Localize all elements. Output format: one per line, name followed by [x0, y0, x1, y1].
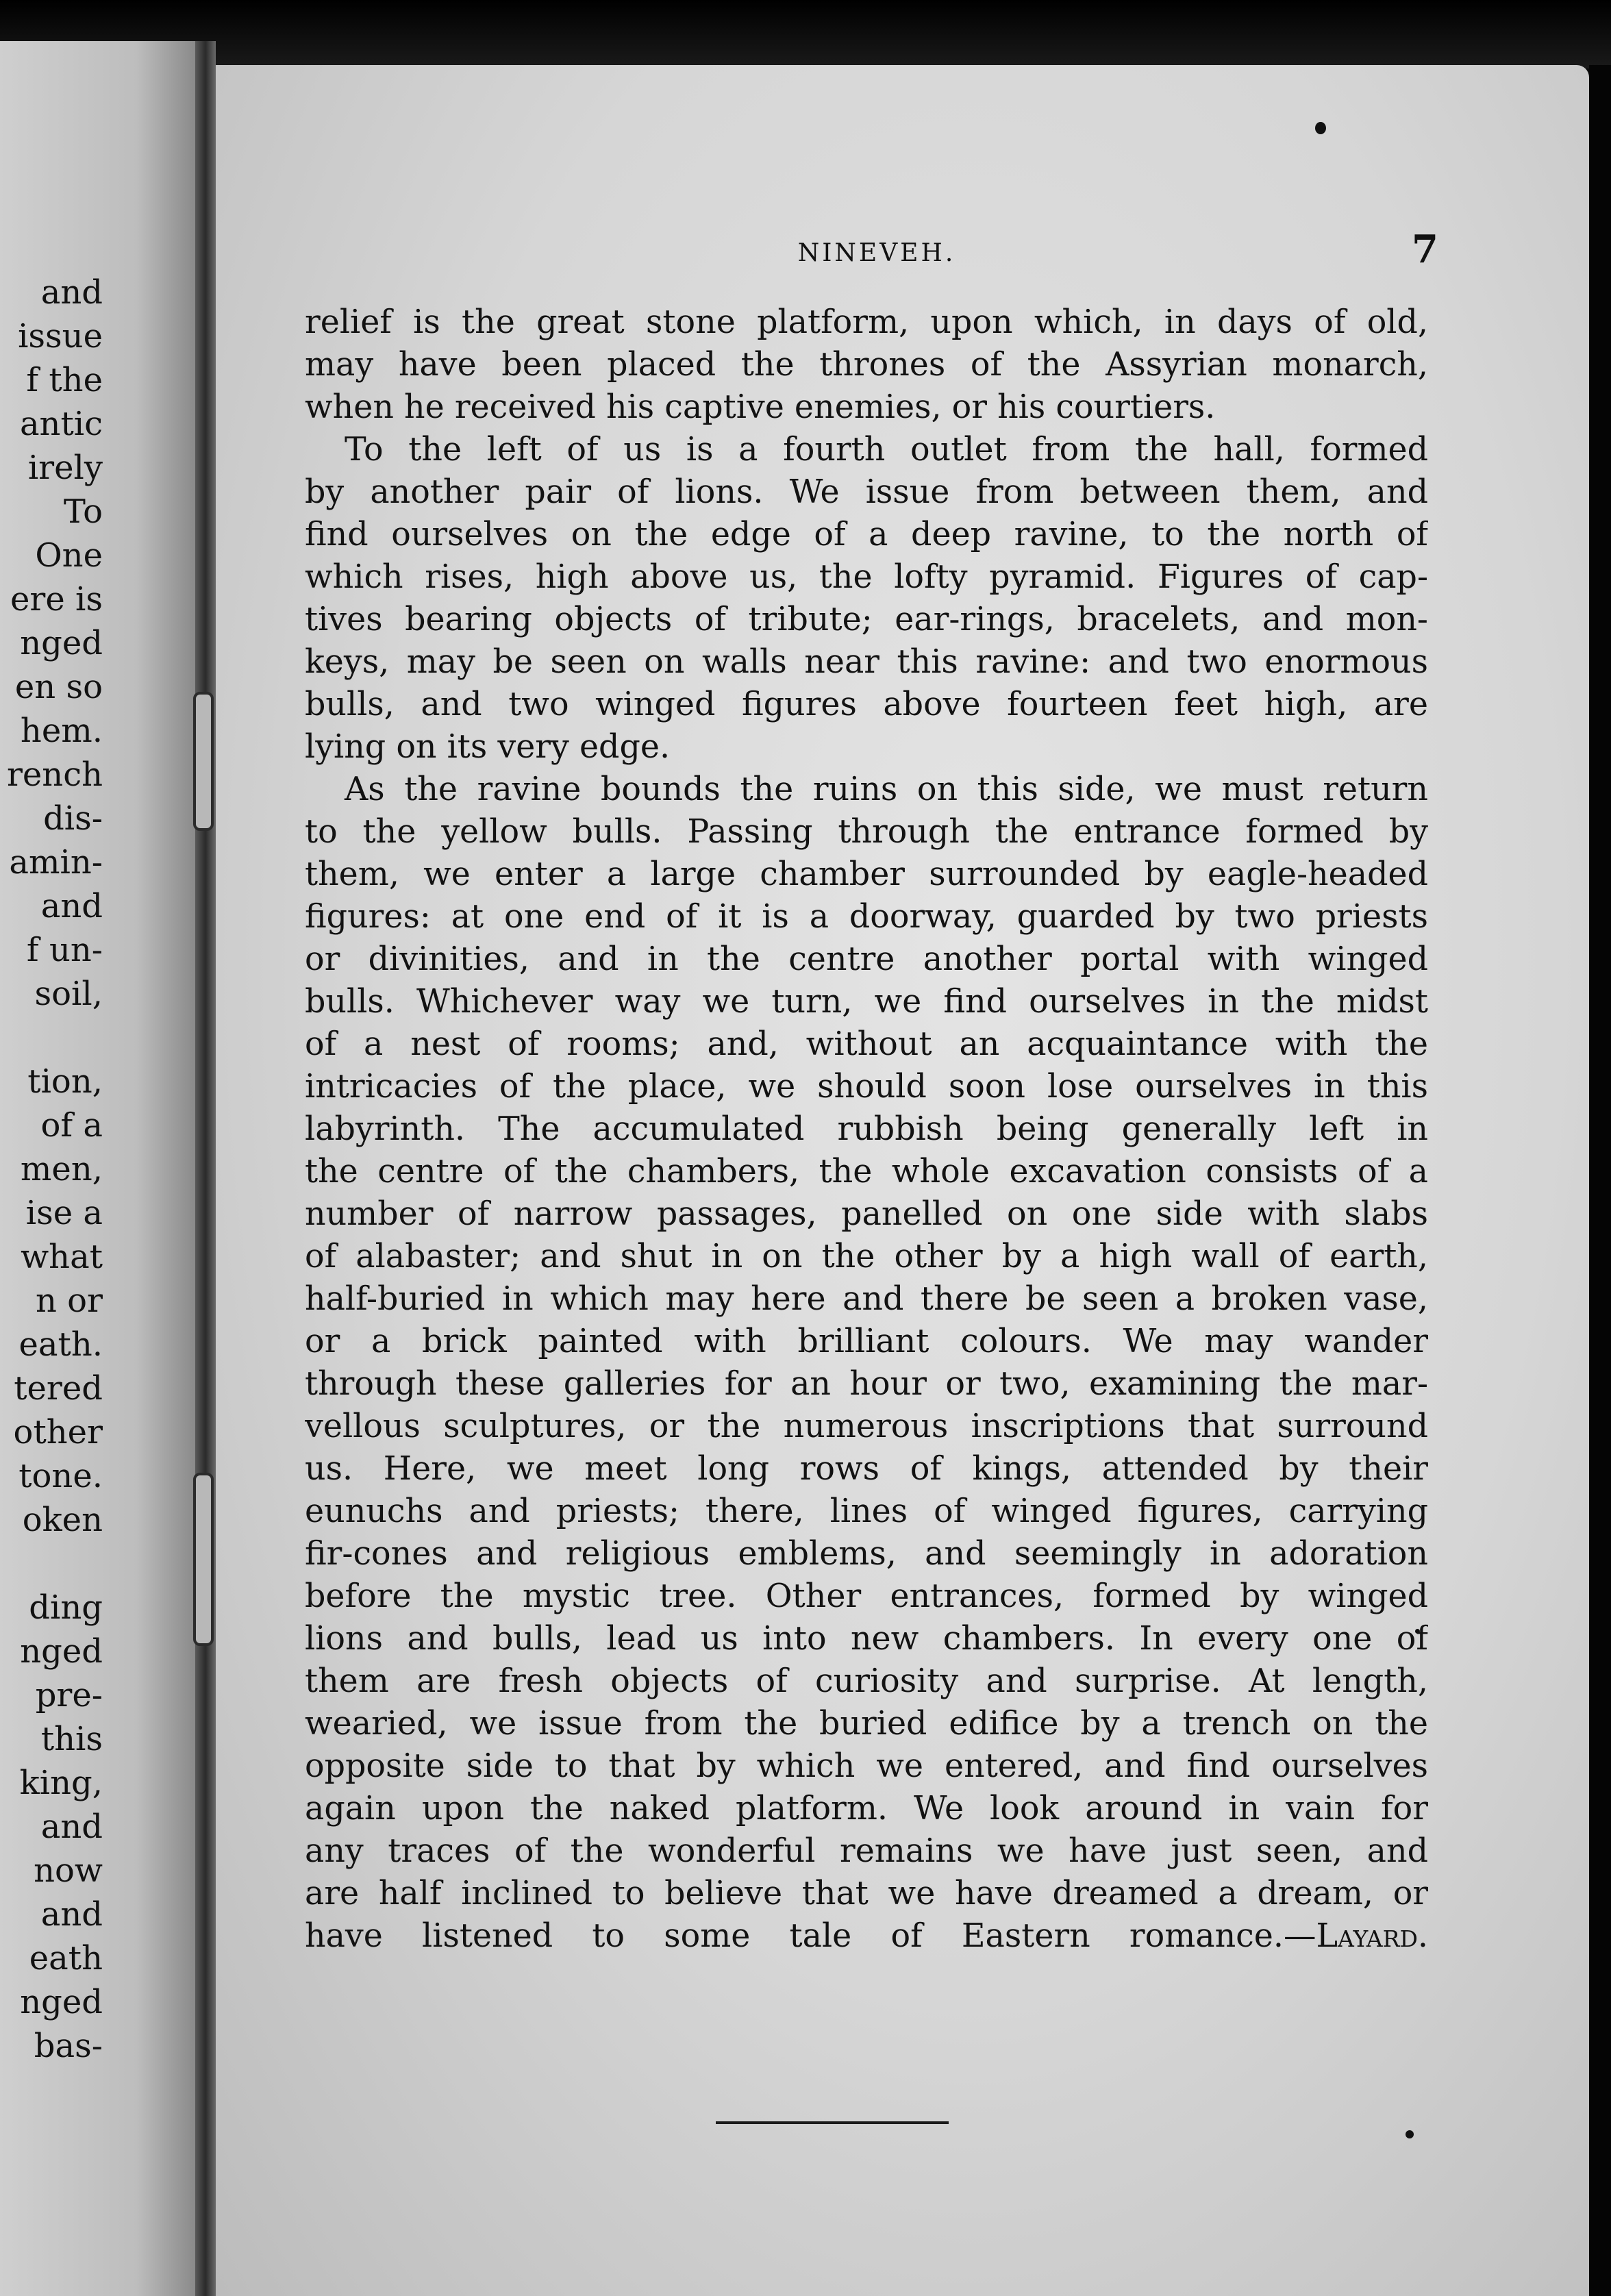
- left-fragment-line: irely: [27, 449, 103, 487]
- text-line: lying on its very edge.: [305, 728, 671, 766]
- left-fragment-line: oken: [22, 1501, 103, 1539]
- left-fragment-line: nged: [20, 1632, 103, 1671]
- scan-top-border: [0, 0, 1611, 68]
- text-line: bulls, and two winged figures above fourteen feet high, are: [305, 686, 1428, 723]
- ink-speck: [1406, 2130, 1414, 2138]
- page-number: 7: [1412, 227, 1438, 272]
- left-fragment-line: eath.: [18, 1325, 103, 1364]
- left-fragment-line: To: [63, 492, 103, 531]
- text-line: figures: at one end of it is a doorway, guarded by two priests: [305, 898, 1428, 936]
- left-fragment-line: dis-: [43, 799, 103, 838]
- left-fragment-line: this: [40, 1720, 103, 1758]
- left-fragment-line: hem.: [20, 712, 103, 750]
- left-fragment-line: pre-: [35, 1676, 103, 1714]
- text-line: relief is the great stone platform, upon which, in days of old,: [305, 303, 1428, 341]
- text-line: or a brick painted with brilliant colours. We may wander: [305, 1323, 1428, 1360]
- left-fragment-line: tered: [14, 1369, 103, 1408]
- section-rule: [716, 2121, 949, 2124]
- left-fragment-line: of a: [40, 1106, 103, 1145]
- text-line: fir-cones and religious emblems, and seemingly in adoration: [305, 1535, 1428, 1573]
- text-line: or divinities, and in the centre another portal with winged: [305, 940, 1428, 978]
- text-line: them, we enter a large chamber surrounded by eagle-headed: [305, 856, 1428, 893]
- left-page-text-fragments: [0, 271, 103, 2068]
- text-line: vellous sculptures, or the numerous inscriptions that surround: [305, 1408, 1428, 1445]
- left-fragment-line: antic: [19, 405, 103, 443]
- text-line: As the ravine bounds the ruins on this side, we must return: [345, 771, 1428, 808]
- left-fragment-line: [0, 1016, 103, 1060]
- left-fragment-line: nged: [20, 1983, 103, 2021]
- left-fragment-line: now: [34, 1851, 103, 1890]
- left-fragment-line: rench: [6, 756, 103, 794]
- text-line: of a nest of rooms; and, without an acquaintance with the: [305, 1025, 1428, 1063]
- left-fragment-line: eath: [29, 1939, 103, 1977]
- left-fragment-line: f the: [26, 361, 103, 399]
- left-fragment-line: soil,: [34, 975, 103, 1013]
- left-fragment-line: f un-: [26, 931, 103, 969]
- text-line: bulls. Whichever way we turn, we find ourselves in the midst: [305, 983, 1428, 1021]
- left-fragment-line: One: [35, 536, 103, 575]
- text-line: through these galleries for an hour or two, examining the mar-: [305, 1365, 1428, 1403]
- running-title: NINEVEH.: [797, 239, 956, 267]
- binding-clip-top: [193, 692, 214, 831]
- left-fragment-line: and: [40, 1895, 103, 1934]
- left-fragment-line: and: [40, 1808, 103, 1846]
- left-fragment-line: other: [13, 1413, 103, 1451]
- text-line: are half inclined to believe that we have dreamed a dream, or: [305, 1875, 1428, 1912]
- author-signature: Layard.: [1316, 1917, 1428, 1955]
- text-line: to the yellow bulls. Passing through the entrance formed by: [305, 813, 1428, 851]
- text-line: keys, may be seen on walls near this ravine: and two enormous: [305, 643, 1428, 681]
- text-line: find ourselves on the edge of a deep ravine, to the north of: [305, 516, 1428, 553]
- scan-right-border: [1589, 65, 1611, 2296]
- left-fragment-line: amin-: [9, 843, 103, 882]
- book-gutter: [195, 41, 216, 2296]
- text-line: intricacies of the place, we should soon lose ourselves in this: [305, 1068, 1428, 1106]
- text-line: lions and bulls, lead us into new chambers. In every one of: [305, 1620, 1428, 1658]
- text-line: labyrinth. The accumulated rubbish being generally left in: [305, 1110, 1428, 1148]
- left-fragment-line: issue: [18, 317, 103, 355]
- left-fragment-line: king,: [19, 1764, 103, 1802]
- text-line: To the left of us is a fourth outlet from the hall, formed: [345, 431, 1428, 469]
- text-line: wearied, we issue from the buried edifice by a trench on the: [305, 1705, 1428, 1743]
- text-line: any traces of the wonderful remains we have just seen, and: [305, 1832, 1428, 1870]
- text-line: opposite side to that by which we entered, and find ourselves: [305, 1747, 1428, 1785]
- left-fragment-line: and: [40, 273, 103, 312]
- left-fragment-line: nged: [20, 624, 103, 662]
- text-line: the centre of the chambers, the whole excavation consists of a: [305, 1153, 1428, 1190]
- closing-text: have listened to some tale of Eastern romance.—: [305, 1917, 1316, 1955]
- text-line: half-buried in which may here and there be seen a broken vase,: [305, 1280, 1428, 1318]
- text-line: of alabaster; and shut in on the other by a high wall of earth,: [305, 1238, 1428, 1275]
- left-fragment-line: [0, 1542, 103, 1586]
- page-header: [301, 226, 1452, 281]
- text-line: by another pair of lions. We issue from between them, and: [305, 473, 1428, 511]
- text-line: number of narrow passages, panelled on one side with slabs: [305, 1195, 1428, 1233]
- left-fragment-line: ere is: [10, 580, 103, 619]
- left-fragment-line: en so: [14, 668, 103, 706]
- text-line: again upon the naked platform. We look around in vain for: [305, 1790, 1428, 1827]
- left-fragment-line: men,: [20, 1150, 103, 1188]
- ink-speck: [1315, 122, 1326, 134]
- text-line: us. Here, we meet long rows of kings, attended by their: [305, 1450, 1428, 1488]
- text-line: them are fresh objects of curiosity and surprise. At length,: [305, 1662, 1428, 1700]
- text-line: when he received his captive enemies, or his courtiers.: [305, 388, 1216, 426]
- text-line: eunuchs and priests; there, lines of winged figures, carrying: [305, 1493, 1428, 1530]
- text-line: before the mystic tree. Other entrances, formed by winged: [305, 1577, 1428, 1615]
- binding-clip-bottom: [193, 1473, 214, 1646]
- text-line: [305, 1915, 1428, 1958]
- left-fragment-line: n or: [35, 1282, 103, 1320]
- text-line: which rises, high above us, the lofty pyramid. Figures of cap-: [305, 558, 1428, 596]
- left-fragment-line: tone.: [18, 1457, 103, 1495]
- left-fragment-line: bas-: [34, 2027, 103, 2065]
- body-text: [305, 301, 1428, 1958]
- text-line: tives bearing objects of tribute; ear-rings, bracelets, and mon-: [305, 601, 1428, 638]
- text-line: may have been placed the thrones of the Assyrian monarch,: [305, 346, 1428, 384]
- left-fragment-line: tion,: [27, 1062, 103, 1101]
- left-fragment-line: and: [40, 887, 103, 925]
- left-fragment-line: ding: [29, 1588, 103, 1627]
- left-fragment-line: ise a: [25, 1194, 103, 1232]
- left-fragment-line: what: [21, 1238, 103, 1276]
